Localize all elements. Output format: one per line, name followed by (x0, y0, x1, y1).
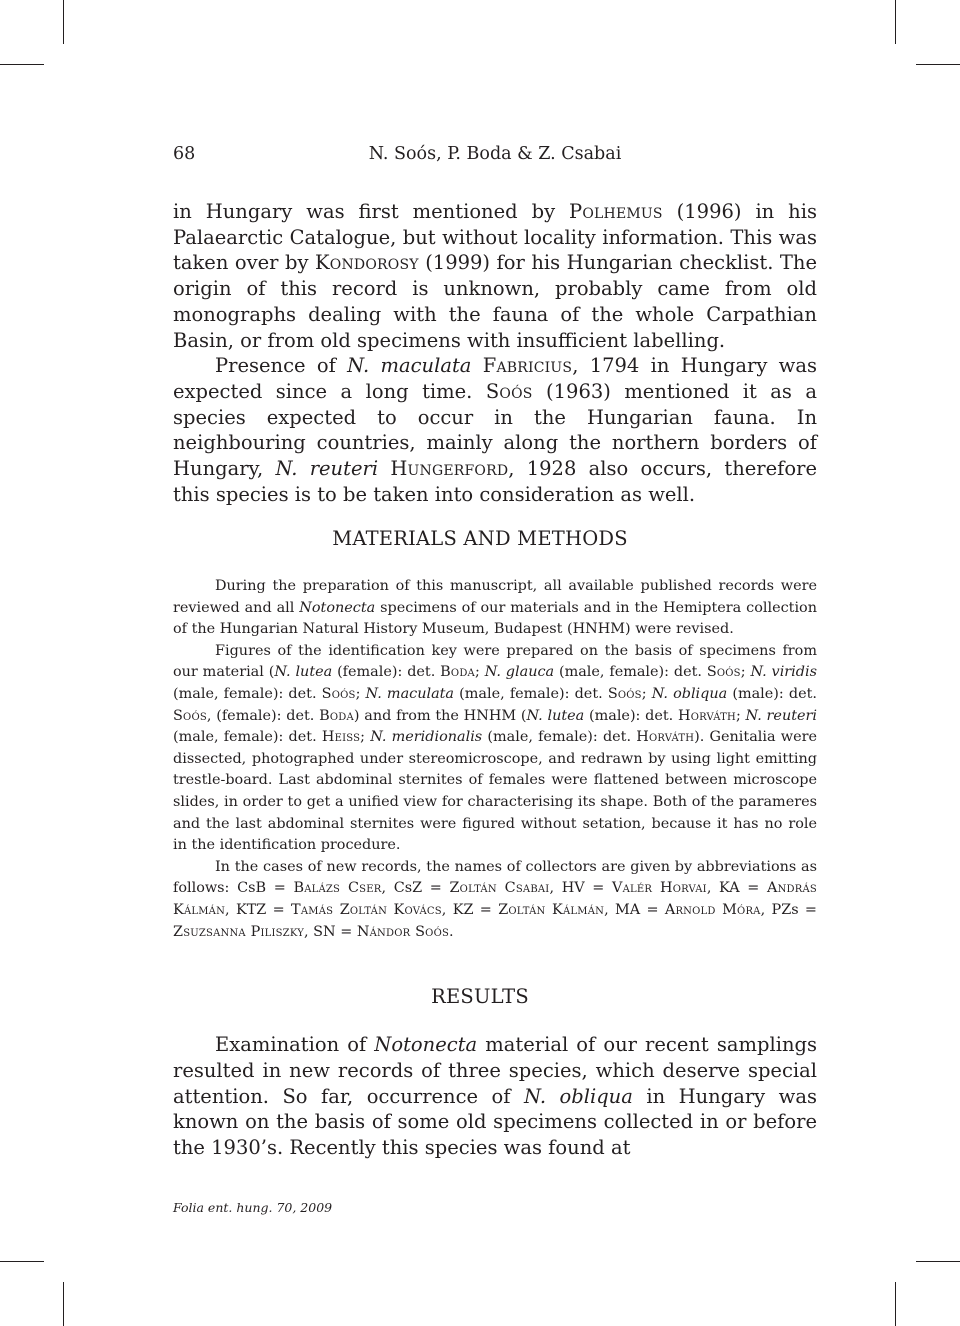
results-text (173, 1032, 817, 1161)
author-name: Polhemus (569, 200, 663, 223)
species-name: N. reuteri (275, 457, 379, 481)
results-paragraph-1: Examination of Notonecta material of our recent samplings resulted in new records of three species, which deserve special attention. So far, occurrence of N. obliqua in Hungary was known on the basis of some old specimens collected in or before the 1930’s. Recently this species was found at (173, 1033, 817, 1160)
page-number: 68 (173, 144, 196, 164)
running-head (173, 144, 817, 170)
genus-name: Notonecta (374, 1033, 478, 1056)
crop-mark-top-left (63, 0, 64, 44)
author-name: Kondorosy (315, 251, 419, 275)
species-name: N. obliqua (524, 1084, 633, 1108)
crop-mark-bottom-left (63, 1282, 64, 1326)
crop-mark-left-lower (0, 1261, 44, 1262)
materials-paragraph-3: In the cases of new records, the names of collectors are given by abbreviations as follows: CsB = Balázs Cser, CsZ = Zoltán Csabai, HV = Valér Horvai, KA = András Kálmán, KTZ = Tamás Zoltán Kovács, KZ = Zoltán Kálmán, MA = Arnold Móra, PZs = Zsuzsanna Piliszky, SN = Nándor Soós. (173, 858, 817, 940)
genus-name: Notonecta (299, 599, 376, 616)
section-heading-results: RESULTS (431, 985, 529, 1008)
crop-mark-top-right (895, 0, 896, 44)
intro-paragraph-1: in Hungary was first mentioned by Polhemus (1996) in his Palaearctic Catalogue, but without locality information. This was taken over by Kondorosy (1999) for his Hungarian checklist. The origin of this record is unknown, probably came from old monographs dealing with the fauna of the whole Carpathian Basin, or from old specimens with insufficient labelling. (173, 200, 818, 352)
materials-paragraph-2: Figures of the identification key were prepared on the basis of specimens from our material (N. lutea (female): det. Boda; N. glauca (male, female): det. Soós; N. viridis (male, female): det. Soós; N. maculata (male, female): det. Soós; N. obliqua (male): det. Soós, (female): det. Boda) and from the HNHM (N. lutea (male): det. Horváth; N. reuteri (male, female): det. Heiss; N. meridionalis (male, female): det. Horváth). Genitalia were dissected, photographed under stereomicroscope, and redrawn by using light emitting trestle-board. Last abdominal sternites of females were flattened between microscope slides, in order to get a unified view for characterising its shape. Both of the parameres and the last abdominal sternites were figured without setation, because it has no role in the identification procedure. (173, 642, 817, 854)
crop-mark-bottom-right (895, 1282, 896, 1326)
crop-mark-right-lower (916, 1261, 960, 1262)
crop-mark-right-upper (916, 64, 960, 65)
species-name: N. maculata (347, 354, 472, 378)
materials-paragraph-1: During the preparation of this manuscript, all available published records were reviewed and all Notonecta specimens of our materials and in the Hemiptera collection of the Hungarian Natural History Museum, Budapest (HNHM) were revised. (173, 578, 817, 638)
author-name: Hungerford (390, 457, 509, 481)
section-heading-materials: MATERIALS AND METHODS (332, 527, 628, 550)
running-authors: N. Soós, P. Boda & Z. Csabai (368, 144, 622, 164)
materials-text (173, 576, 817, 943)
journal-footer: Folia ent. hung. 70, 2009 (173, 1200, 333, 1215)
author-name: Fabricius (482, 354, 573, 378)
author-name: Soós (485, 379, 533, 403)
intro-text (173, 199, 817, 507)
crop-mark-left-upper (0, 64, 44, 65)
intro-paragraph-2: Presence of N. maculata Fabricius, 1794 in Hungary was expected since a long time. Soós (1963) mentioned it as a species expected to occur in the Hungarian fauna. In neighbouring countries, mainly along the northern borders of Hungary, N. reuteri Hungerford, 1928 also occurs, therefore this species is to be taken into consideration as well. (173, 354, 818, 506)
